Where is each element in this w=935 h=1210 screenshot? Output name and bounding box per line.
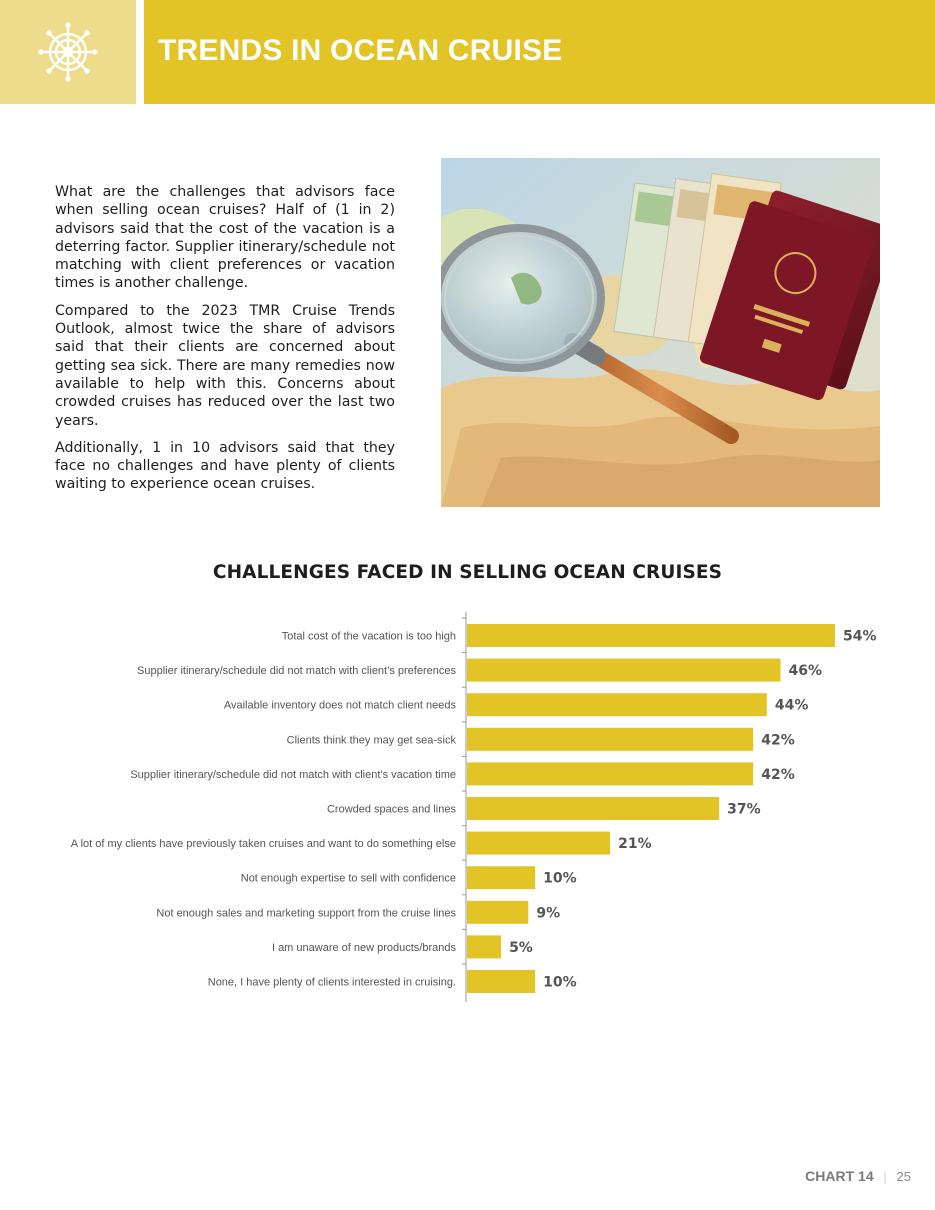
chart-value-label: 37% xyxy=(727,801,761,818)
chart-category-label: Supplier itinerary/schedule did not match with client’s preferences xyxy=(137,665,456,678)
chart-value-label: 5% xyxy=(509,939,533,956)
chart-bar xyxy=(467,762,753,785)
chart-bar xyxy=(467,659,780,682)
chart-category-label: Total cost of the vacation is too high xyxy=(281,630,456,643)
intro-paragraph-3: Additionally, 1 in 10 advisors said that they face no challenges and have plenty of clients waiting to experience ocean cruises. xyxy=(55,439,395,493)
chart-category-label: Clients think they may get sea-sick xyxy=(286,734,456,747)
chart-bar xyxy=(467,728,753,751)
footer-separator: | xyxy=(883,1170,887,1184)
chart-category-label: Not enough expertise to sell with confidence xyxy=(240,872,456,885)
ship-wheel-icon xyxy=(38,22,98,82)
chart-bar xyxy=(467,866,535,889)
travel-photo xyxy=(441,158,880,507)
chart-value-label: 10% xyxy=(543,974,577,991)
page-footer xyxy=(805,1168,911,1184)
chart-category-label: I am unaware of new products/brands xyxy=(271,941,456,954)
chart-value-label: 21% xyxy=(618,836,652,853)
chart-bar xyxy=(467,832,610,855)
intro-paragraph-1: What are the challenges that advisors face when selling ocean cruises? Half of (1 in 2) advisors said that the cost of the vacation is a deterring factor. Supplier itinerary/schedule not matching with client preferences or vacation times is another challenge. xyxy=(55,184,395,292)
travel-photo-illustration xyxy=(441,158,880,507)
chart-value-label: 42% xyxy=(761,732,795,749)
chart-bar xyxy=(467,797,719,820)
page-title: TRENDS IN OCEAN CRUISE xyxy=(158,34,563,67)
chart-value-label: 10% xyxy=(543,870,577,887)
chart-category-label: A lot of my clients have previously taken cruises and want to do something else xyxy=(70,838,456,851)
chart-bar xyxy=(467,624,835,647)
intro-paragraph-2: Compared to the 2023 TMR Cruise Trends Outlook, almost twice the share of advisors said that their clients are concerned about getting sea sick. There are many remedies now available to help with this. Concerns about crowded cruises has reduced over the last two years. xyxy=(55,302,395,429)
chart-bar xyxy=(467,901,528,924)
chart-value-label: 42% xyxy=(761,766,795,783)
bar-chart xyxy=(0,610,935,1002)
chart-bar xyxy=(467,935,501,958)
header-bar xyxy=(144,0,935,104)
chart-value-label: 44% xyxy=(774,697,809,714)
page-number: 25 xyxy=(896,1169,911,1184)
chart-title: CHALLENGES FACED IN SELLING OCEAN CRUISES xyxy=(212,562,723,583)
chart-category-label: Not enough sales and marketing support from the cruise lines xyxy=(156,907,456,920)
chart-bar xyxy=(467,693,767,716)
chart-category-label: Available inventory does not match client needs xyxy=(223,699,456,712)
chart-number-label: CHART 14 xyxy=(805,1168,874,1184)
chart-value-label: 9% xyxy=(536,905,561,922)
intro-text xyxy=(55,183,395,503)
header-icon-box xyxy=(0,0,136,104)
chart-category-label: Crowded spaces and lines xyxy=(326,803,456,816)
chart-value-label: 46% xyxy=(788,663,822,680)
chart-category-label: Supplier itinerary/schedule did not match with client’s vacation time xyxy=(130,768,456,781)
chart-category-label: None, I have plenty of clients interested in cruising. xyxy=(207,976,456,989)
chart-bar xyxy=(467,970,535,993)
chart-value-label: 54% xyxy=(843,628,877,645)
